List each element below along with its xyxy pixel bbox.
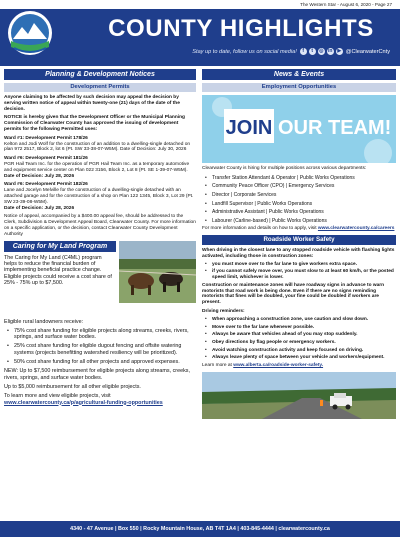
caring-link[interactable]: www.clearwatercounty.ca/p/agricultural-funding-opportunities xyxy=(4,399,163,406)
left-column xyxy=(4,69,196,406)
caring-intro: The Caring for My Land (C4ML) program helps to reduce the financial burden of implementing beneficial practice change. Eligible projects could receive a cost share of 25% - 75% up to $7,500. xyxy=(4,254,112,287)
cattle-photo xyxy=(119,241,196,303)
list-item: • Administrative Assistant | Public Works Operations xyxy=(202,209,396,215)
list-item: • 75% cost share funding for eligible projects along streams, creeks, rivers, springs, and surface water bodies. xyxy=(4,328,196,341)
caring-body xyxy=(4,319,196,406)
permit-desc: PGR Hail Team Inc. for the operation of PGR Hail Team Inc. as a temporary automotive and equipment service center on Plan 022 3156, Block 2, Lot 8 (Pt. SE 1-39-07-W5M). xyxy=(4,161,190,173)
list-item: • Director | Corporate Services xyxy=(202,192,396,198)
learn-more-text: Learn more at xyxy=(202,363,232,369)
list-item: • Always be aware that vehicles ahead of you may stop suddenly. xyxy=(202,332,396,338)
footer-address: 4340 - 47 Avenue | Box 550 | Rocky Mountain House, AB T4T 1A4 | 403-845-4444 | clearwatercounty.ca xyxy=(0,521,400,537)
appeal-fee-notice: Notice of appeal, accompanied by a $400.00 appeal fee, should be addressed to the Clerk, Subdivision & Development Appeal Board, Clearwater County. For more information on a specific application, or the decision, contact Clearwater County Development Authority xyxy=(4,214,196,237)
permit-date: Date of Decision: July 28, 2026 xyxy=(4,173,75,179)
permit-desc: Kelton and Jodi Wolf for the construction of an addition to a dwelling-single detached on plan 972 2517, Block 2, lot 6 (Pt. SW 33-38-07-W5M). Date of Decision: July 30, 2026 xyxy=(4,141,191,153)
road-bullets xyxy=(202,262,396,281)
list-item: • 50% cost share funding for all other projects and approved expenses. xyxy=(4,359,196,365)
list-item: • Transfer Station Attendant & Operator | Public Works Operations xyxy=(202,175,396,181)
careers-link[interactable]: www.clearwatercounty.ca/careers xyxy=(317,226,395,232)
learn-more xyxy=(202,363,396,369)
permit-date: Date of Decision: July 28, 2026 xyxy=(4,205,75,211)
join-word: JOIN xyxy=(225,117,273,139)
social-handle: @ClearwaterCnty xyxy=(345,48,390,55)
caring-learn xyxy=(4,393,196,406)
road-intro: When driving in the closest lane to any stopped roadside vehicle with flashing lights activated, including those in construction zones: xyxy=(202,248,395,259)
banner xyxy=(0,9,400,66)
caring-title: Caring for My Land Program xyxy=(4,241,116,252)
list-item: • Obey directions by flag people or emergency workers. xyxy=(202,340,396,346)
list-item: • Avoid watching construction activity and keep focused on driving. xyxy=(202,348,396,354)
road-work-photo xyxy=(202,372,396,419)
positions-list xyxy=(202,175,396,224)
permit-ward: Ward #6: Development Permit 182/26 xyxy=(4,182,88,188)
employment-subtitle: Employment Opportunities xyxy=(202,83,396,92)
youtube-icon[interactable]: ▶ xyxy=(337,48,342,54)
list-item: • Always leave plenty of space between your vehicle and workers/equipment. xyxy=(202,355,396,361)
page-header-line: The Western Star - August 6, 2020 - Page 27 xyxy=(300,2,392,7)
list-item: • 25% cost share funding for eligible dugout fencing and offsite watering systems (projects benefitting watershed resiliency will be prioritized). xyxy=(4,343,196,356)
caring-upto: Up to $5,000 reimbursement for all other eligible projects. xyxy=(4,383,141,390)
caring-learn-text: To learn more and view eligible projects, visit xyxy=(4,393,111,400)
permit-item xyxy=(4,156,196,179)
list-item: • When approaching a construction zone, use caution and slow down. xyxy=(202,317,396,323)
twitter-icon[interactable]: t xyxy=(309,48,316,55)
our-team-words: OUR TEAM! xyxy=(278,117,392,139)
apply-info xyxy=(202,226,396,232)
permit-item xyxy=(4,182,196,211)
banner-subtitle-row xyxy=(78,48,398,55)
roadside-title: Roadside Worker Safety xyxy=(202,235,396,245)
list-item: • Move over to the far lane whenever possible. xyxy=(202,325,396,331)
facebook-icon[interactable]: f xyxy=(300,48,307,55)
list-item: • Labourer (Carline-based) | Public Works Operations xyxy=(202,218,396,224)
county-logo xyxy=(6,9,54,61)
appeal-intro: Anyone claiming to be affected by such decision may appeal the decision by serving written notice of appeal within twenty-one (21) days of the date of the decision. xyxy=(4,95,180,112)
road-zones: Construction or maintenance zones will have roadway signs in advance to warn motorists that road work is being done. Even if there are no signs reminding motorists that fines will be doubled, your fine could be doubled if workers are present. xyxy=(202,282,385,306)
list-item: • Landfill Supervisor | Public Works Operations xyxy=(202,201,396,207)
hiring-intro: Clearwater County is hiring for multiple positions across various departments: xyxy=(202,166,367,171)
caring-bullets xyxy=(4,328,196,365)
join-our-team-graphic xyxy=(202,95,396,163)
list-item: • you must move over to the far lane to give workers extra space. xyxy=(202,262,396,268)
list-item: • if you cannot safely move over, you must slow to at least 60 km/h, or the posted speed limit, whichever is lower. xyxy=(202,269,396,280)
permit-notice: NOTICE is hereby given that the Development Officer or the Municipal Planning Commission of Clearwater County has approved the issuing of development permits for the following Permitted uses: xyxy=(4,115,185,132)
permit-item xyxy=(4,136,196,153)
planning-section-title: Planning & Development Notices xyxy=(4,69,196,80)
social-icons xyxy=(300,48,343,55)
list-item: • Community Peace Officer (CPO) | Emergency Services xyxy=(202,183,396,189)
reminders-title: Driving reminders: xyxy=(202,309,245,315)
permit-desc: Lane and Jocelyn Melville for the construction of a dwelling-single detached with an attached garage and for the construction of a shop on Plan 122 1345, Block 3, Lot 29 (Pt. SW 23-39-08-W5M). xyxy=(4,188,194,205)
linkedin-icon[interactable]: in xyxy=(328,48,333,54)
alberta-link[interactable]: www.alberta.ca/roadside-worker-safety. xyxy=(233,363,324,369)
caring-new: NEW: Up to $7,500 reimbursement for eligible projects along streams, creeks, rivers, springs, and surface water bodies. xyxy=(4,368,190,381)
permit-ward: Ward #6: Development Permit 181/26 xyxy=(4,156,88,162)
banner-title: COUNTY HIGHLIGHTS xyxy=(108,15,374,42)
instagram-icon[interactable]: ◎ xyxy=(319,48,324,54)
permits-subtitle: Development Permits xyxy=(4,83,196,92)
apply-text: For more information and details on how to apply, visit xyxy=(202,226,317,232)
eligible-heading: Eligible rural landowners receive: xyxy=(4,318,84,325)
right-column xyxy=(202,69,396,419)
news-section-title: News & Events xyxy=(202,69,396,80)
reminders-list xyxy=(202,317,396,361)
permit-ward: Ward #1: Development Permit 178/26 xyxy=(4,135,88,141)
social-prompt: Stay up to date, follow us on social media! xyxy=(192,48,297,55)
